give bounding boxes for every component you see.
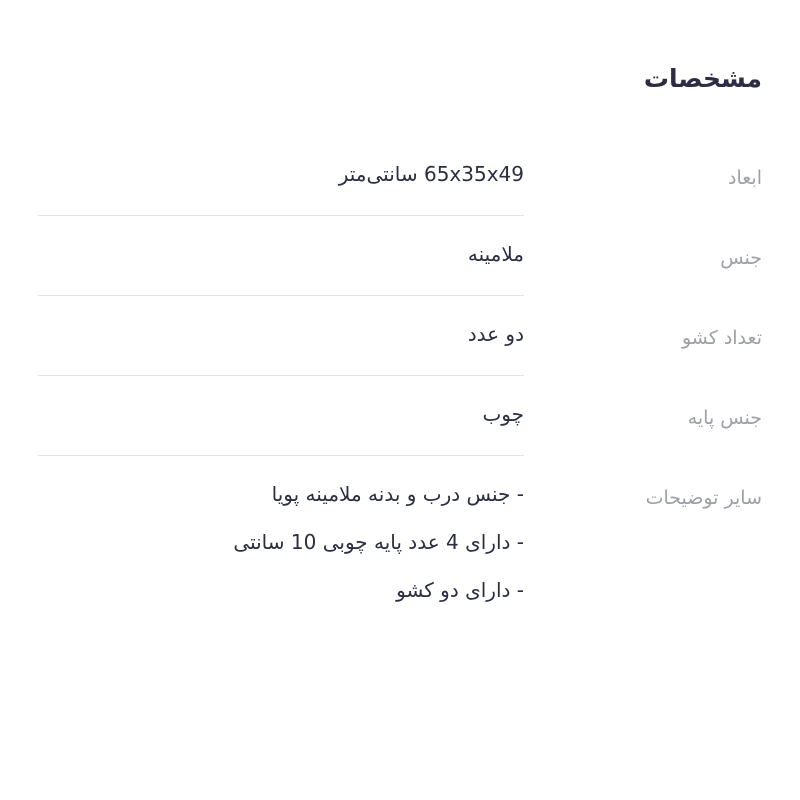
spec-value-text: چوب [482,402,524,426]
spec-row-dimensions [38,136,762,216]
list-item: - جنس درب و بدنه ملامینه پویا [271,482,524,506]
spec-label: جنس [720,247,762,269]
spec-row-drawer-count [38,296,762,376]
specifications-title: مشخصات [643,64,762,93]
spec-label: تعداد کشو [681,327,762,349]
spec-value [38,296,524,376]
spec-row-material [38,216,762,296]
list-item: - دارای دو کشو [396,578,524,602]
notes-list [38,482,524,602]
spec-label: ابعاد [728,167,762,189]
spec-row-leg-material [38,376,762,456]
spec-value-text: دو عدد [467,322,524,346]
spec-value [38,456,524,626]
spec-value [38,376,524,456]
spec-label: جنس پایه [687,407,762,429]
list-item: - دارای 4 عدد پایه چوبی 10 سانتی [233,530,524,554]
specifications-table [38,136,762,602]
spec-value-text: ملامینه [467,242,524,266]
spec-value [38,136,524,216]
spec-value-text: 65x35x49 سانتی‌متر [338,162,524,186]
spec-label: سایر توضیحات [645,487,762,509]
spec-value [38,216,524,296]
spec-row-other-notes [38,456,762,602]
